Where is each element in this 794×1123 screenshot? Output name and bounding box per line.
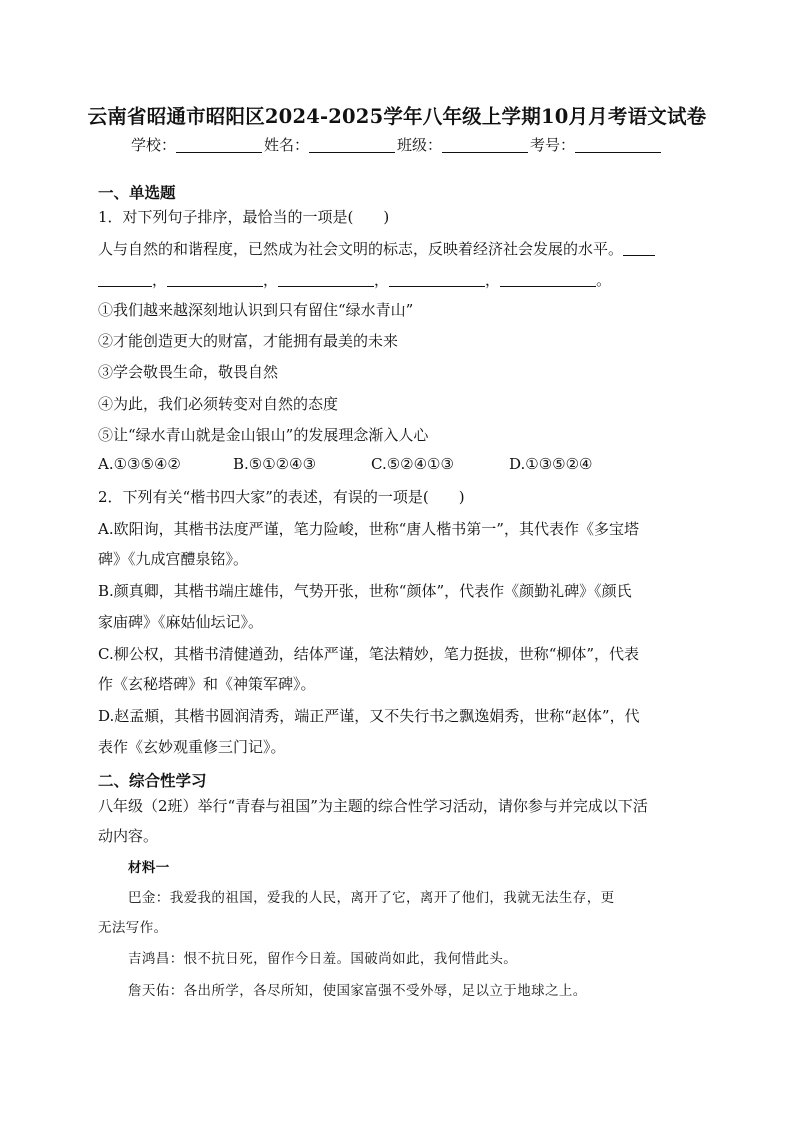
q2-line: A.欧阳询，其楷书法度严谨，笔力险峻，世称“唐人楷书第一”，其代表作《多宝塔 bbox=[98, 520, 639, 538]
q1-option-c[interactable]: C.⑤②④①③ bbox=[371, 455, 454, 473]
section-heading-single-choice: 一、单选题 bbox=[98, 183, 176, 202]
material-line: 詹天佑：各出所学，各尽所知，使国家富强不受外辱，足以立于地球之上。 bbox=[128, 983, 587, 999]
q1-item-4: ④为此，我们必须转变对自然的态度 bbox=[98, 395, 339, 413]
student-info-row bbox=[0, 134, 794, 155]
q1-sep: ， bbox=[263, 271, 279, 289]
material-line: 吉鸿昌：恨不抗日死，留作今日羞。国破尚如此，我何惜此头。 bbox=[128, 951, 518, 967]
material-line: 无法写作。 bbox=[98, 920, 168, 936]
q1-blank-line bbox=[98, 269, 611, 290]
q2-line: D.赵孟頫，其楷书圆润清秀，端正严谨，又不失行书之飘逸娟秀，世称“赵体”，代 bbox=[98, 707, 640, 725]
material-line: 巴金：我爱我的祖国，爱我的人民，离开了它，离开了他们，我就无法生存，更 bbox=[128, 890, 615, 906]
section2-intro-line-2: 动内容。 bbox=[98, 827, 159, 845]
q1-blank-5[interactable] bbox=[500, 272, 596, 287]
section-heading-comprehensive: 二、综合性学习 bbox=[98, 771, 207, 790]
q2-line: 表作《玄妙观重修三门记》。 bbox=[98, 738, 286, 756]
exam-number-label: 考号： bbox=[530, 136, 576, 154]
school-blank[interactable] bbox=[176, 138, 262, 153]
q1-end: 。 bbox=[596, 271, 612, 289]
q2-line: 碑》《九成宫醴泉铭》。 bbox=[98, 550, 249, 568]
q1-item-3: ③学会敬畏生命，敬畏自然 bbox=[98, 363, 279, 381]
section2-intro-line-1: 八年级（2班）举行“青春与祖国”为主题的综合性学习活动，请你参与并完成以下活 bbox=[98, 797, 648, 815]
name-blank[interactable] bbox=[309, 138, 395, 153]
q1-item-5: ⑤让“绿水青山就是金山银山”的发展理念渐入人心 bbox=[98, 426, 429, 444]
school-label: 学校： bbox=[130, 136, 176, 154]
q1-blank-1a[interactable] bbox=[623, 241, 655, 256]
q1-option-d[interactable]: D.①③⑤②④ bbox=[509, 455, 593, 473]
q1-passage-line bbox=[98, 238, 655, 259]
q2-line: C.柳公权，其楷书清健遒劲，结体严谨，笔法精妙，笔力挺拔，世称“柳体”，代表 bbox=[98, 645, 640, 663]
name-label: 姓名： bbox=[263, 136, 309, 154]
q2-line: 作《玄秘塔碑》和《神策军碑》。 bbox=[98, 675, 316, 693]
exam-title: 云南省昭通市昭阳区2024-2025学年八年级上学期10月月考语文试卷 bbox=[87, 105, 707, 128]
q1-blank-1b[interactable] bbox=[98, 272, 152, 287]
q1-item-1: ①我们越来越深刻地认识到只有留住“绿水青山” bbox=[98, 301, 414, 319]
q1-passage-text: 人与自然的和谐程度，已然成为社会文明的标志，反映着经济社会发展的水平。 bbox=[98, 240, 624, 258]
q2-line: 家庙碑》《麻姑仙坛记》。 bbox=[98, 613, 264, 631]
q1-item-2: ②才能创造更大的财富，才能拥有最美的未来 bbox=[98, 332, 399, 350]
material-one-title: 材料一 bbox=[128, 860, 170, 876]
q1-stem: 1．对下列句子排序，最恰当的一项是( ) bbox=[98, 208, 390, 226]
q1-option-b[interactable]: B.⑤①②④③ bbox=[233, 455, 317, 473]
q1-sep: ， bbox=[374, 271, 390, 289]
q1-blank-4[interactable] bbox=[389, 272, 485, 287]
q1-blank-3[interactable] bbox=[278, 272, 374, 287]
class-blank[interactable] bbox=[442, 138, 528, 153]
exam-number-blank[interactable] bbox=[575, 138, 661, 153]
q1-sep: ， bbox=[485, 271, 501, 289]
class-label: 班级： bbox=[397, 136, 443, 154]
q1-blank-2[interactable] bbox=[167, 272, 263, 287]
q1-option-a[interactable]: A.①③⑤④② bbox=[98, 455, 181, 473]
q1-sep: ， bbox=[152, 271, 168, 289]
q2-line: B.颜真卿，其楷书端庄雄伟，气势开张，世称“颜体”，代表作《颜勤礼碑》《颜氏 bbox=[98, 582, 632, 600]
q2-stem: 2．下列有关“楷书四大家”的表述，有误的一项是( ) bbox=[98, 488, 465, 506]
